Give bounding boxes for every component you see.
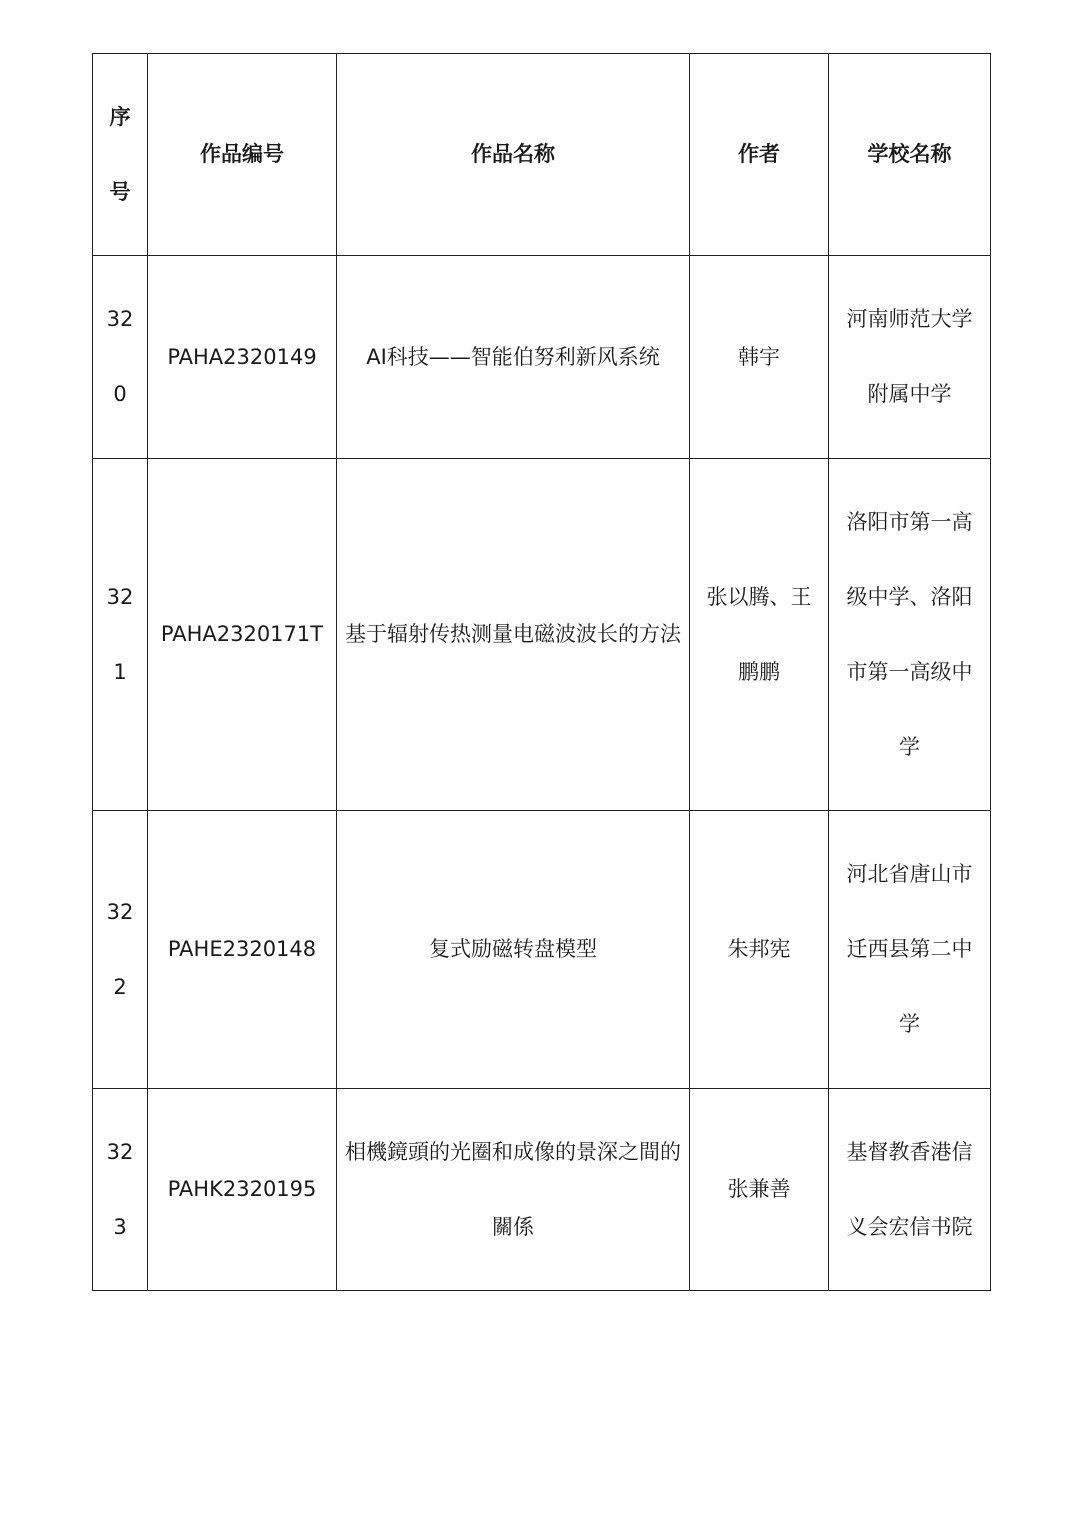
cell-title: AI科技——智能伯努利新风系统 — [337, 256, 690, 459]
header-author: 作者 — [690, 54, 829, 256]
cell-school: 洛阳市第一高级中学、洛阳市第一高级中学 — [829, 459, 991, 811]
header-code: 作品编号 — [148, 54, 337, 256]
cell-code: PAHE2320148 — [148, 811, 337, 1089]
table-row — [93, 1089, 991, 1291]
header-title: 作品名称 — [337, 54, 690, 256]
cell-author: 朱邦宪 — [690, 811, 829, 1089]
cell-school: 基督教香港信义会宏信书院 — [829, 1089, 991, 1291]
cell-code: PAHK2320195 — [148, 1089, 337, 1291]
table-header-row — [93, 54, 991, 256]
header-seq-line1: 序 — [109, 104, 131, 129]
cell-code: PAHA2320171T — [148, 459, 337, 811]
awards-table — [92, 53, 991, 1291]
table-row — [93, 256, 991, 459]
table-row — [93, 811, 991, 1089]
header-seq — [93, 54, 148, 256]
header-school: 学校名称 — [829, 54, 991, 256]
cell-title: 复式励磁转盘模型 — [337, 811, 690, 1089]
cell-seq: 323 — [93, 1089, 148, 1291]
cell-author: 张兼善 — [690, 1089, 829, 1291]
header-seq-line2: 号 — [109, 179, 131, 204]
cell-author: 韩宇 — [690, 256, 829, 459]
cell-seq: 321 — [93, 459, 148, 811]
cell-author: 张以腾、王鹏鹏 — [690, 459, 829, 811]
cell-school: 河北省唐山市迁西县第二中学 — [829, 811, 991, 1089]
cell-seq: 320 — [93, 256, 148, 459]
table-row — [93, 459, 991, 811]
cell-seq: 322 — [93, 811, 148, 1089]
cell-code: PAHA2320149 — [148, 256, 337, 459]
cell-school: 河南师范大学附属中学 — [829, 256, 991, 459]
cell-title: 基于辐射传热测量电磁波波长的方法 — [337, 459, 690, 811]
cell-title: 相機鏡頭的光圈和成像的景深之間的關係 — [337, 1089, 690, 1291]
